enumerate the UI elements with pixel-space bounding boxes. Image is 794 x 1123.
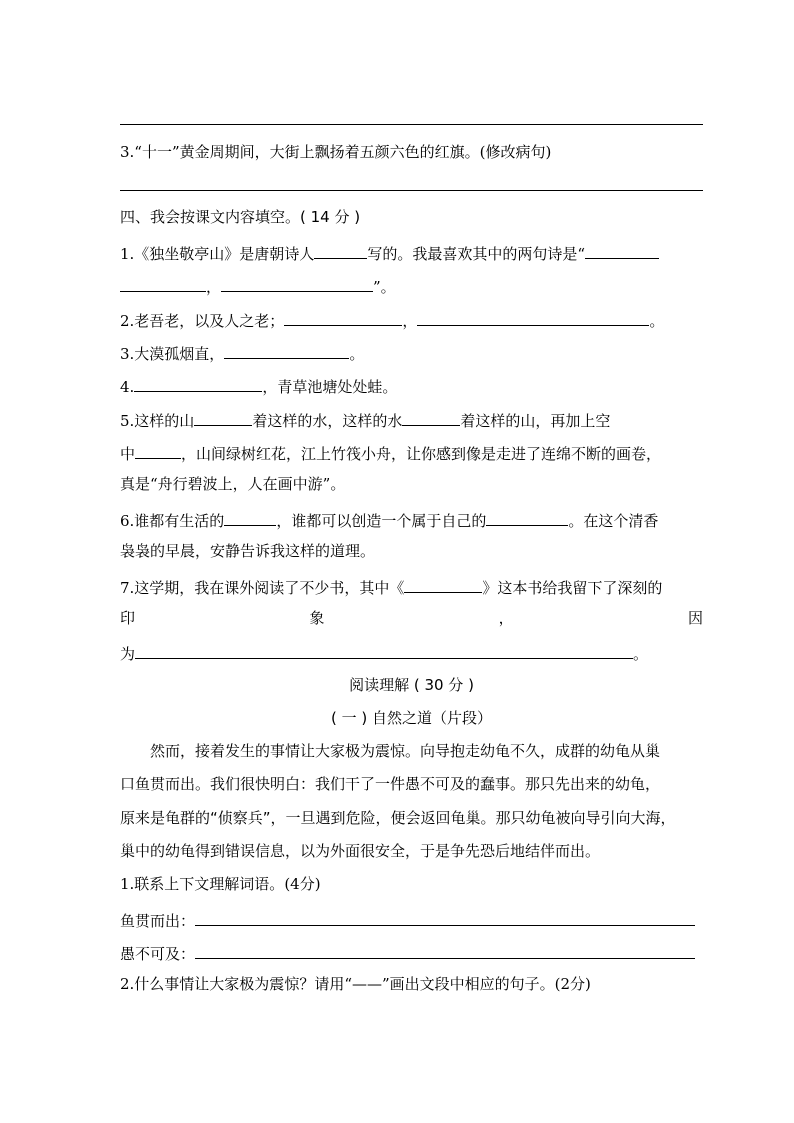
answer-blank[interactable] [195, 908, 695, 926]
fill-blank[interactable] [585, 241, 659, 259]
text: 4. [120, 378, 135, 396]
fill-blank[interactable] [402, 408, 460, 426]
text: ， [402, 312, 418, 330]
passage-line-4 [120, 841, 703, 863]
text: ，山间绿树红花，江上竹筏小舟，让你感到像是走进了连绵不断的画卷， [181, 445, 662, 463]
text: 。在这个清香 [568, 512, 659, 530]
text: 写的。我最喜欢其中的两句诗是“ [367, 245, 585, 263]
section-heading-text: 四、我会按课文内容填空。( 14 分 ) [120, 208, 361, 226]
fill-blank[interactable] [486, 508, 568, 526]
fill-blank[interactable] [417, 308, 649, 326]
question-3-text: 3.“十一”黄金周期间，大街上飘扬着五颜六色的红旗。(修改病句) [120, 143, 552, 161]
text: 巢中的幼龟得到错误信息，以为外面很安全，于是争先恐后地结伴而出。 [120, 842, 601, 860]
text: 1.《独坐敬亭山》是唐朝诗人 [120, 245, 315, 263]
passage-subtitle-text: ( 一 ) 自然之道（片段） [330, 709, 492, 727]
text: 愚不可及： [120, 945, 196, 963]
fill-item-2 [120, 308, 703, 330]
text: 1.联系上下文理解词语。(4分) [120, 875, 321, 893]
fill-item-5-line-2 [120, 441, 703, 463]
text: 真是“舟行碧波上，人在画中游”。 [120, 475, 346, 493]
text: 为 [120, 645, 136, 663]
text: 2.什么事情让大家极为震惊？请用“——”画出文段中相应的句子。(2分) [120, 975, 591, 993]
text: 象 [309, 609, 325, 627]
text: 原来是龟群的“侦察兵”，一旦遇到危险，便会返回龟巢。那只幼龟被向导引向大海， [120, 809, 676, 827]
question-3 [120, 142, 703, 164]
text: 3.大漠孤烟直， [120, 345, 225, 363]
fill-blank[interactable] [194, 408, 252, 426]
word-explain-2 [120, 941, 703, 963]
text: ，青草池塘处处蛙。 [262, 378, 398, 396]
text: 。 [349, 345, 365, 363]
text: ， [498, 609, 514, 627]
text: 口鱼贯而出。我们很快明白：我们干了一件愚不可及的蠢事。那只先出来的幼龟， [120, 775, 661, 793]
fill-blank[interactable] [224, 508, 276, 526]
text: 5.这样的山 [120, 412, 195, 430]
text: 》这本书给我留下了深刻的 [482, 579, 663, 597]
text: 袅袅的早晨，安静告诉我这样的道理。 [120, 542, 376, 560]
fill-blank[interactable] [120, 274, 206, 292]
answer-line [120, 124, 703, 125]
fill-item-5-line-1 [120, 408, 703, 430]
text: 中 [120, 445, 136, 463]
fill-item-6-line-2 [120, 541, 703, 563]
text: 。 [633, 645, 649, 663]
fill-blank[interactable] [404, 575, 482, 593]
fill-blank[interactable] [221, 274, 373, 292]
passage-line-2 [120, 774, 703, 796]
fill-blank[interactable] [314, 241, 367, 259]
reading-question-2 [120, 974, 703, 996]
text: ，谁都可以创造一个属于自己的 [276, 512, 487, 530]
fill-blank[interactable] [284, 308, 402, 326]
passage-line-3 [120, 808, 703, 830]
reading-question-1 [120, 874, 703, 896]
text: 鱼贯而出： [120, 912, 196, 930]
section-4-heading [120, 207, 703, 229]
fill-item-7-line-1 [120, 575, 703, 597]
fill-item-3 [120, 341, 703, 363]
text: 6.谁都有生活的 [120, 512, 225, 530]
text: 。 [649, 312, 665, 330]
fill-item-5-line-3 [120, 474, 703, 496]
fill-item-6-line-1 [120, 508, 703, 530]
passage-subtitle [120, 708, 703, 730]
fill-blank[interactable] [224, 341, 349, 359]
fill-blank[interactable] [135, 441, 181, 459]
text: 着这样的水，这样的水 [252, 412, 403, 430]
text: 然而，接着发生的事情让大家极为震惊。向导抱走幼龟不久，成群的幼龟从巢 [150, 742, 661, 760]
text: 2.老吾老，以及人之老； [120, 312, 285, 330]
passage-line-1 [120, 741, 733, 763]
answer-blank[interactable] [195, 941, 695, 959]
fill-blank[interactable] [135, 641, 633, 659]
fill-item-1-line-2 [120, 274, 703, 296]
text: ”。 [373, 278, 396, 296]
fill-item-7-line-2 [120, 608, 703, 630]
text: ， [206, 278, 222, 296]
fill-item-1-line-1 [120, 241, 703, 263]
text: 着这样的山，再加上空 [460, 412, 611, 430]
fill-item-4 [120, 374, 703, 396]
text: 因 [687, 609, 703, 627]
answer-line [120, 190, 703, 191]
text: 7.这学期，我在课外阅读了不少书，其中《 [120, 579, 405, 597]
text: 印 [120, 609, 136, 627]
word-explain-1 [120, 908, 703, 930]
fill-blank[interactable] [134, 374, 262, 392]
reading-title-text: 阅读理解 ( 30 分 ) [349, 676, 474, 694]
fill-item-7-line-3 [120, 641, 703, 663]
reading-section-title [120, 675, 703, 697]
